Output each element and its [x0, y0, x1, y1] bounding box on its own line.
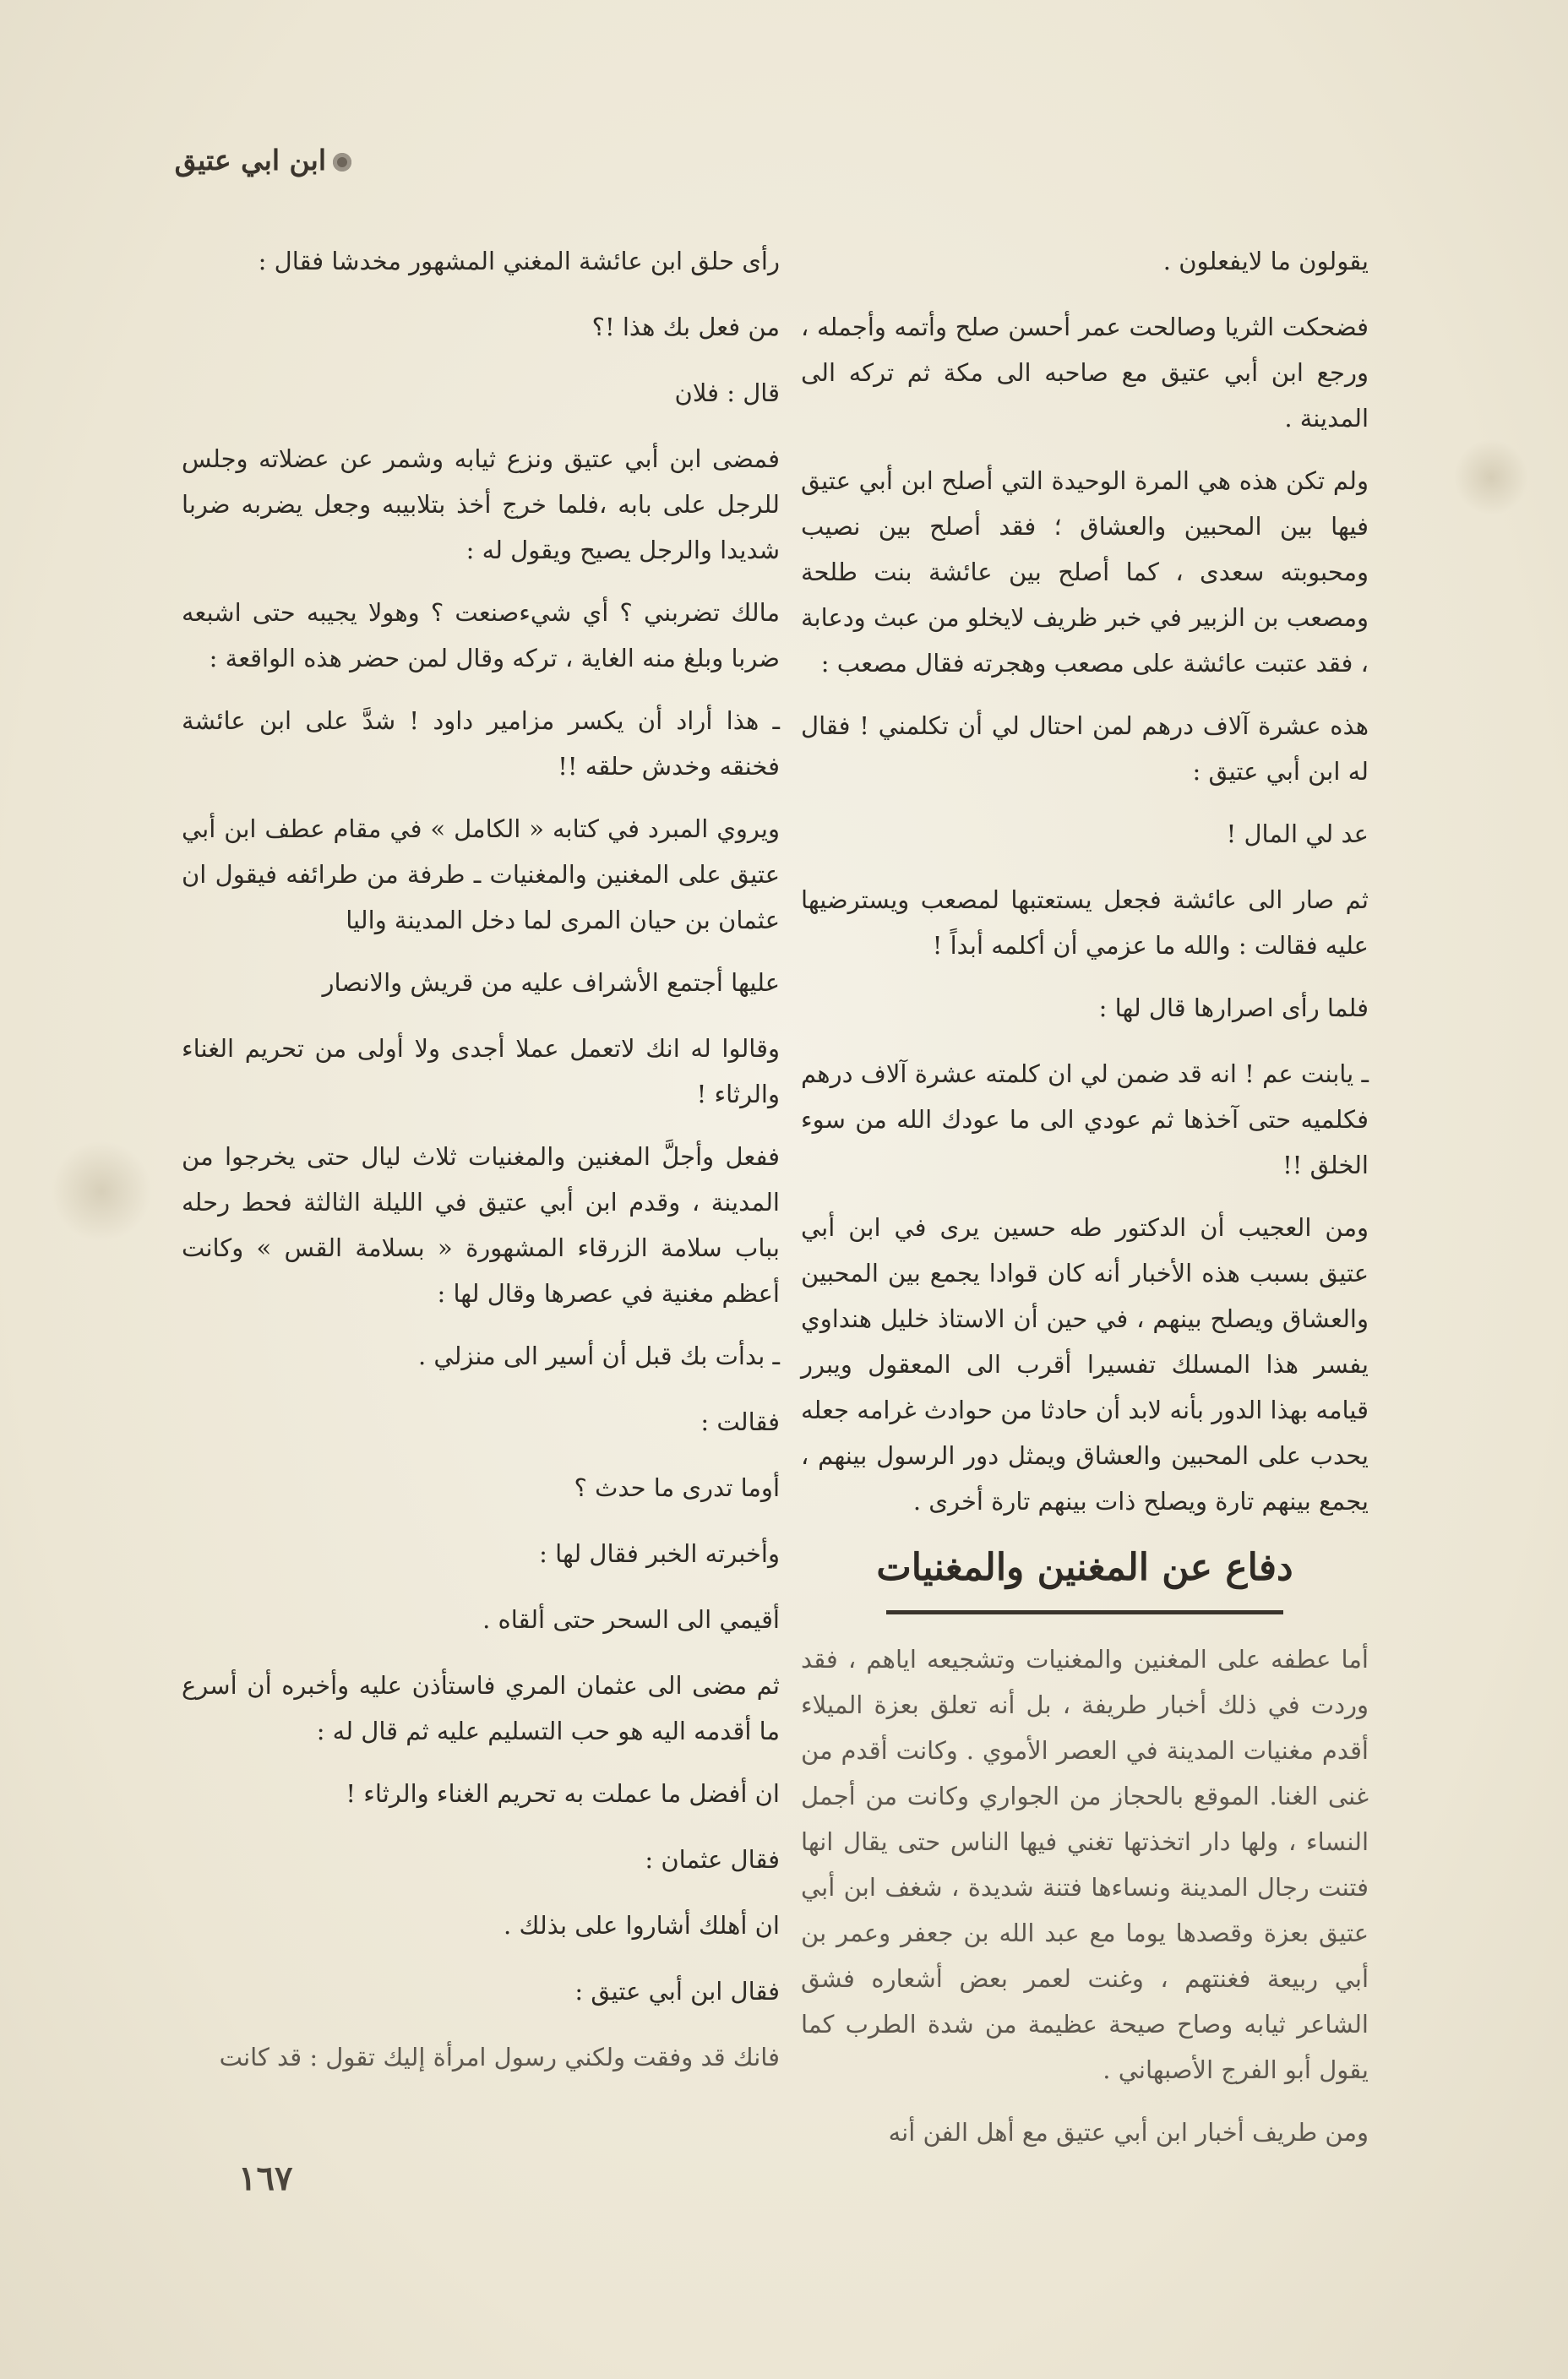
paragraph: ففعل وأجلَّ المغنين والمغنيات ثلاث ليال حتى يخرجوا من المدينة ، وقدم ابن أبي عتيق في الليلة الثالثة فحط رحله بباب سلامة الزرقاء المشهورة « بسلامة القس » وكانت أعظم مغنية في عصرها وقال لها : — [182, 1142, 780, 1308]
paragraph: فقال عثمان : — [645, 1845, 780, 1874]
paragraph: ثم صار الى عائشة فجعل يستعتبها لمصعب ويسترضيها عليه فقالت : والله ما عزمي أن أكلمه أبداً ! — [801, 885, 1369, 960]
paragraph: فمضى ابن أبي عتيق ونزع ثيابه وشمر عن عضلاته وجلس للرجل على بابه ،فلما خرج أخذ بتلابيبه وجعل يضربه ضربا شديدا والرجل يصيح ويقول له : — [182, 444, 780, 564]
running-header-text: ابن ابي عتيق — [174, 144, 326, 177]
left-column — [182, 238, 780, 2097]
paper-stain — [1453, 439, 1529, 515]
paragraph: وأخبرته الخبر فقال لها : — [539, 1539, 780, 1568]
paragraph: مالك تضربني ؟ أي شيءصنعت ؟ وهولا يجيبه حتى اشبعه ضربا وبلغ منه الغاية ، تركه وقال لمن حضر هذه الواقعة : — [182, 598, 780, 672]
paragraph: أما عطفه على المغنين والمغنيات وتشجيعه اياهم ، فقد وردت في ذلك أخبار طريفة ، بل أنه تعلق بعزة الميلاء أقدم مغنيات المدينة في العصر الأموي . وكانت أقدم من غنى الغنا. الموقع بالحجاز من الجواري وكانت من أجمل النساء ، ولها دار اتخذتها تغني فيها الناس حتى يقال انها فتنت رجال المدينة ونساءها فتنة شديدة ، شغف ابن أبي عتيق بعزة وقصدها يوما مع عبد الله بن جعفر وعمر بن أبي ربيعة فغنتهم ، وغنت لعمر بعض أشعاره فشق الشاعر ثيابه وصاح صيحة عظيمة من شدة الطرب كما يقول أبو الفرج الأصبهاني . — [801, 1645, 1369, 2084]
paragraph: ان أفضل ما عملت به تحريم الغناء والرثاء ! — [346, 1779, 780, 1808]
running-header — [149, 144, 351, 177]
paragraph: رأى حلق ابن عائشة المغني المشهور مخدشا فقال : — [258, 247, 780, 275]
paragraph: من فعل بك هذا !؟ — [591, 313, 780, 341]
paragraph: ان أهلك أشاروا على بذلك . — [504, 1911, 780, 1940]
paper-stain — [51, 1141, 152, 1242]
paragraph: ـ بدأت بك قبل أن أسير الى منزلي . — [417, 1342, 780, 1370]
paragraph: ومن العجيب أن الدكتور طه حسين يرى في ابن أبي عتيق بسبب هذه الأخبار أنه كان قوادا يجمع بين المحبين والعشاق ويصلح بينهم ، في حين أن الاستاذ خليل هنداوي يفسر هذا المسلك تفسيرا أقرب الى المعقول ويبرر قيامه بهذا الدور بأنه لابد أن حادثا من حوادث غرامه جعله يحدب على المحبين والعشاق ويمثل دور الرسول بينهم ، يجمع بينهم تارة ويصلح ذات بينهم تارة أخرى . — [800, 1213, 1369, 1516]
paragraph: ثم مضى الى عثمان المري فاستأذن عليه وأخبره أن أسرع ما أقدمه اليه هو حب التسليم عليه ثم قال له : — [182, 1671, 780, 1745]
paragraph: وقالوا له انك لاتعمل عملا أجدى ولا أولى من تحريم الغناء والرثاء ! — [182, 1034, 780, 1108]
paragraph: أقيمي الى السحر حتى ألقاه . — [482, 1605, 780, 1634]
paragraph: فقالت : — [700, 1407, 780, 1436]
paragraph: ـ هذا أراد أن يكسر مزامير داود ! شدَّ على ابن عائشة فخنقه وخدش حلقه !! — [182, 706, 780, 781]
paragraph: فلما رأى اصرارها قال لها : — [1098, 994, 1369, 1022]
bullet-icon — [333, 153, 351, 171]
paragraph: يقولون ما لايفعلون . — [1162, 247, 1369, 275]
right-column — [801, 238, 1369, 2172]
paragraph: فقال ابن أبي عتيق : — [574, 1977, 780, 2006]
paragraph: قال : فلان — [674, 378, 780, 407]
paragraph: فضحكت الثريا وصالحت عمر أحسن صلح وأتمه وأجمله ، ورجع ابن أبي عتيق مع صاحبه الى مكة ثم تركه الى المدينة . — [801, 313, 1369, 433]
heading-underline — [886, 1610, 1283, 1614]
paragraph: عد لي المال ! — [1226, 819, 1369, 848]
paragraph: ـ يابنت عم ! انه قد ضمن لي ان كلمته عشرة آلاف درهم فكلميه حتى آخذها ثم عودي الى ما عودك الله من سوء الخلق !! — [801, 1059, 1369, 1179]
paragraph: ويروي المبرد في كتابه « الكامل » في مقام عطف ابن أبي عتيق على المغنين والمغنيات ـ طرفة من طرائفه فيقول ان عثمان بن حيان المرى لما دخل المدينة واليا — [182, 814, 781, 934]
paragraph: عليها أجتمع الأشراف عليه من قريش والانصار — [322, 968, 780, 997]
page-number: ١٦٧ — [238, 2159, 293, 2198]
paragraph: هذه عشرة آلاف درهم لمن احتال لي أن تكلمني ! فقال له ابن أبي عتيق : — [801, 711, 1369, 786]
paragraph: فانك قد وفقت ولكني رسول امرأة إليك تقول : قد كانت — [219, 2043, 780, 2071]
paragraph: ومن طريف أخبار ابن أبي عتيق مع أهل الفن أنه — [888, 2118, 1369, 2147]
paragraph: أوما تدرى ما حدث ؟ — [574, 1473, 780, 1502]
paragraph: ولم تكن هذه هي المرة الوحيدة التي أصلح ابن أبي عتيق فيها بين المحبين والعشاق ؛ فقد أصلح بين نصيب ومحبوبته سعدى ، كما أصلح بين عائشة بنت طلحة ومصعب بن الزبير في خبر ظريف لايخلو من عبث ودعابة ، فقد عتبت عائشة على مصعب وهجرته فقال مصعب : — [801, 466, 1369, 678]
section-heading: دفاع عن المغنين والمغنيات — [876, 1546, 1293, 1589]
